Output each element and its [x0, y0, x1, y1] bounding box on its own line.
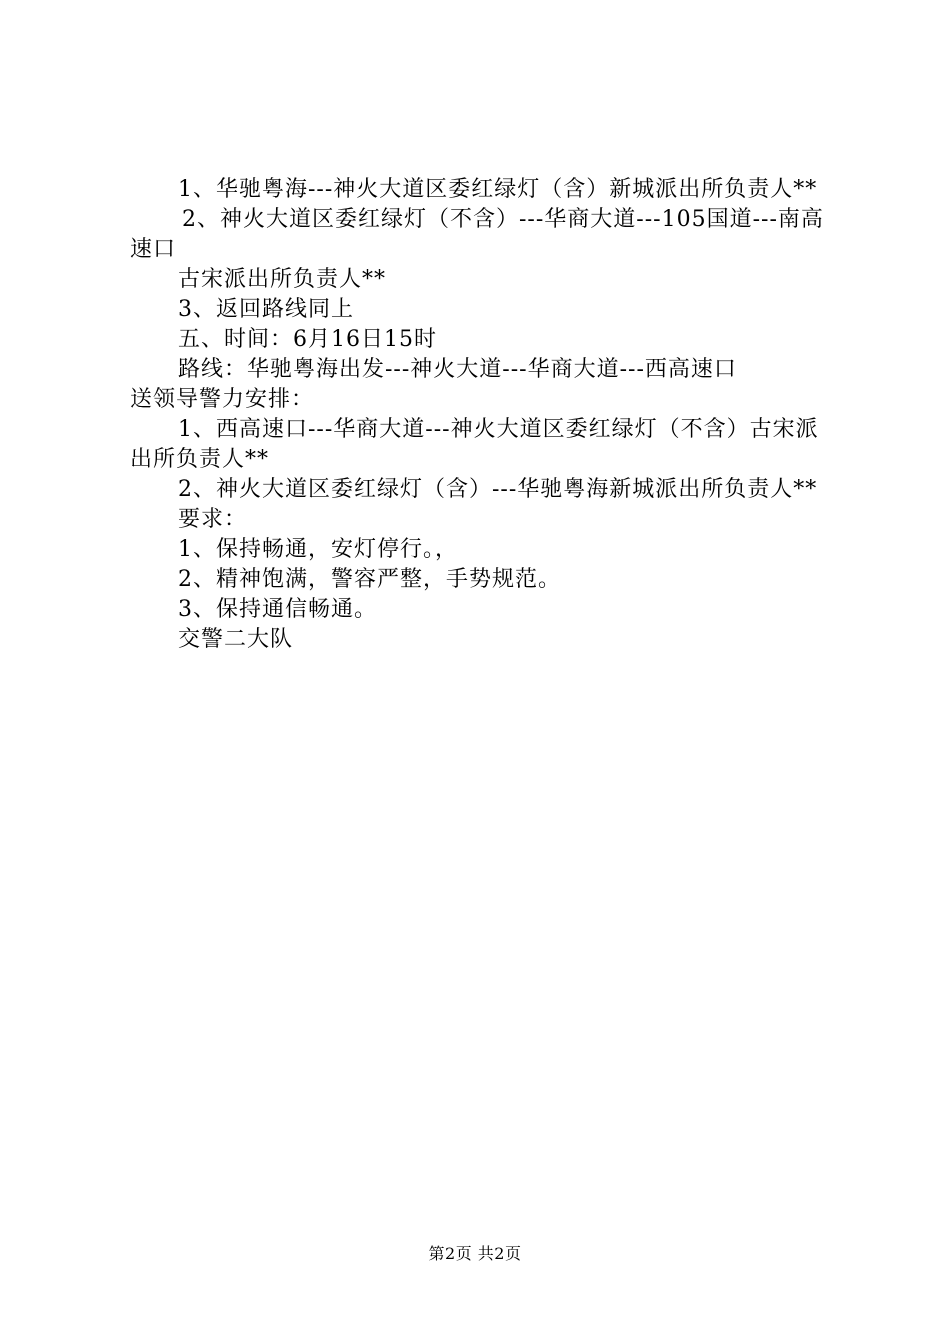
- paragraph-route-item-1: 1、华驰粤海---神火大道区委红绿灯（含）新城派出所负责人**: [178, 177, 818, 202]
- paragraph-requirement-3: 3、保持通信畅通。: [178, 597, 377, 622]
- page-footer: 第2页 共2页: [428, 1244, 522, 1263]
- paragraph-signature: 交警二大队: [178, 627, 294, 652]
- paragraph-route-item-2: 2、神火大道区委红绿灯（不含）---华商大道---105国道---南高速口: [130, 207, 824, 262]
- paragraph-requirement-1: 1、保持畅通，安灯停行。，: [178, 537, 458, 562]
- paragraph-requirement-2: 2、精神饱满，警容严整，手势规范。: [178, 567, 561, 592]
- document-body: [130, 175, 835, 655]
- paragraph-escort-arrangement: 送领导警力安排：: [130, 387, 315, 412]
- paragraph-escort-item-2: 2、神火大道区委红绿灯（含）---华驰粤海新城派出所负责人**: [178, 477, 818, 502]
- paragraph-route: 路线：华驰粤海出发---神火大道---华商大道---西高速口: [178, 357, 737, 382]
- paragraph-requirements-heading: 要求：: [178, 507, 248, 532]
- paragraph-return-route: 3、返回路线同上: [178, 297, 354, 322]
- paragraph-escort-item-1: 1、西高速口---华商大道---神火大道区委红绿灯（不含）古宋派出所负责人**: [130, 417, 819, 472]
- paragraph-section-five-time: 五、时间：6月16日15时: [178, 327, 437, 352]
- paragraph-route-item-2-responsible: 古宋派出所负责人**: [178, 267, 387, 292]
